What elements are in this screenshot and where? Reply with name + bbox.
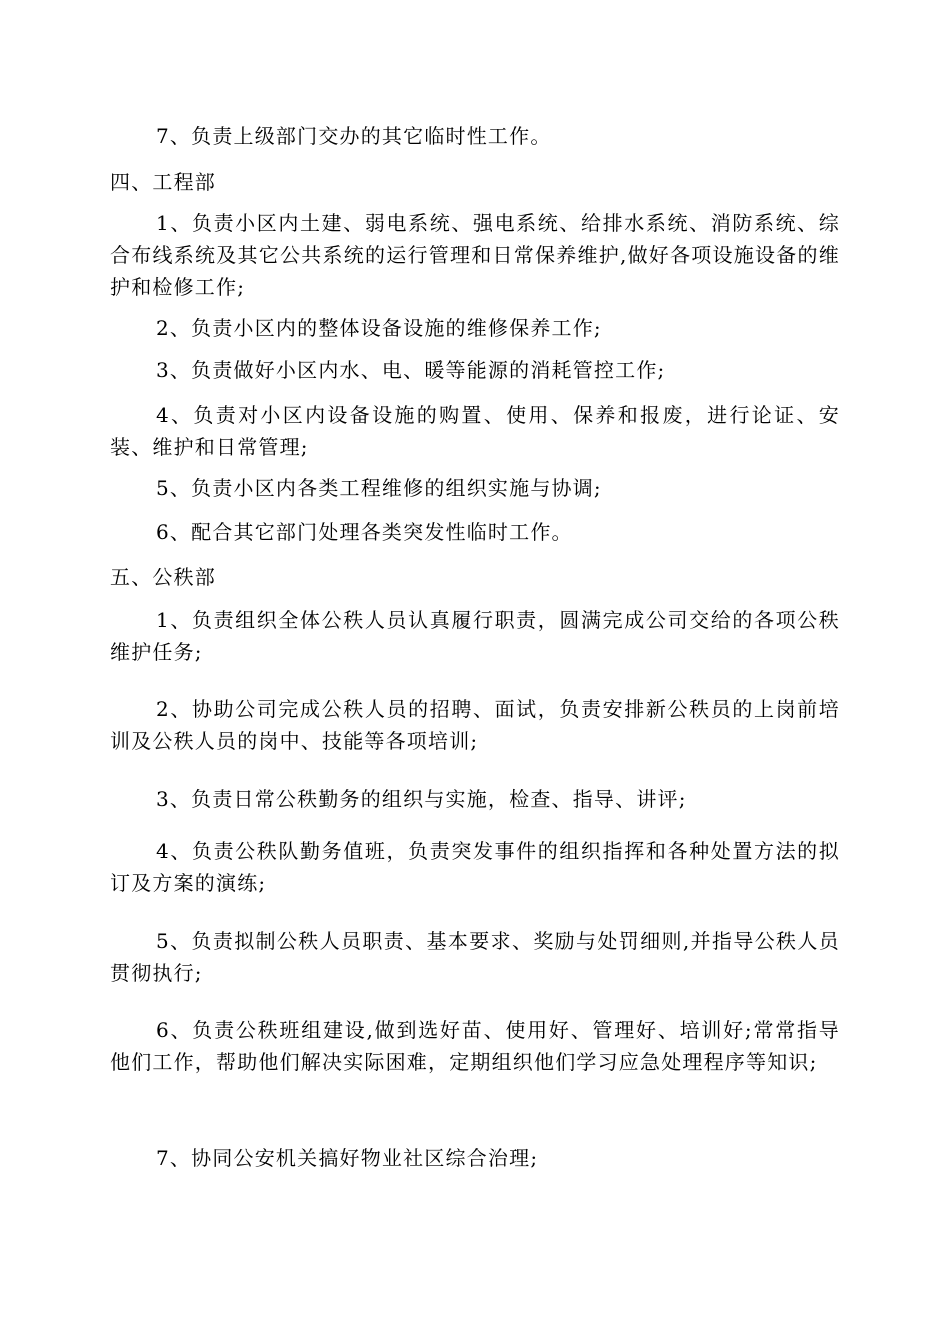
paragraph-engineering-2: 2、负责小区内的整体设备设施的维修保养工作; (156, 316, 602, 340)
paragraph-item-7-prev: 7、负责上级部门交办的其它临时性工作。 (156, 124, 552, 148)
paragraph-security-2: 2、协助公司完成公秩人员的招聘、面试，负责安排新公秩员的上岗前培训及公秩人员的岗中、技能等各项培训; (110, 697, 840, 753)
paragraph-engineering-4: 4、负责对小区内设备设施的购置、使用、保养和报废，进行论证、安装、维护和日常管理; (110, 403, 840, 459)
paragraph-security-6: 6、负责公秩班组建设,做到选好苗、使用好、管理好、培训好;常常指导他们工作，帮助他们解决实际困难，定期组织他们学习应急处理程序等知识; (110, 1018, 840, 1074)
paragraph-security-3: 3、负责日常公秩勤务的组织与实施，检查、指导、讲评; (156, 787, 687, 811)
paragraph-engineering-1: 1、负责小区内土建、弱电系统、强电系统、给排水系统、消防系统、综合布线系统及其它公共系统的运行管理和日常保养维护,做好各项设施设备的维护和检修工作; (110, 211, 840, 299)
paragraph-engineering-3: 3、负责做好小区内水、电、暖等能源的消耗管控工作; (156, 358, 666, 382)
section-heading-security: 五、公秩部 (110, 565, 216, 589)
section-heading-engineering: 四、工程部 (110, 170, 216, 194)
paragraph-engineering-6: 6、配合其它部门处理各类突发性临时工作。 (156, 520, 573, 544)
paragraph-security-7: 7、协同公安机关搞好物业社区综合治理; (156, 1146, 539, 1170)
paragraph-security-1: 1、负责组织全体公秩人员认真履行职责，圆满完成公司交给的各项公秩维护任务; (110, 608, 840, 664)
paragraph-security-5: 5、负责拟制公秩人员职责、基本要求、奖励与处罚细则,并指导公秩人员贯彻执行; (110, 929, 840, 985)
paragraph-security-4: 4、负责公秩队勤务值班，负责突发事件的组织指挥和各种处置方法的拟订及方案的演练; (110, 839, 840, 895)
paragraph-engineering-5: 5、负责小区内各类工程维修的组织实施与协调; (156, 476, 602, 500)
